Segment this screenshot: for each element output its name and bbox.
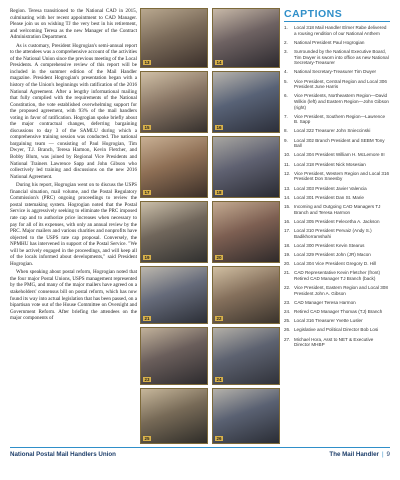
caption-text: Retired CAD Manager Thomas (TJ) Branch — [294, 309, 383, 315]
caption-item — [284, 252, 390, 258]
caption-text: Vice President, Southern Region—Lawrence B. Sapp — [294, 113, 386, 125]
caption-item — [284, 114, 390, 125]
caption-item — [284, 128, 390, 134]
photo-number: 18 — [216, 190, 222, 195]
caption-text: Vice Presidents, Northeastern Region—David Wilkin (left) and Eastern Region—John Gibson (right) — [294, 93, 389, 110]
caption-text: Local 316 Treasurer Yvette Lusler — [294, 318, 363, 324]
caption-item — [284, 152, 390, 158]
caption-number: 25. — [284, 318, 291, 324]
article-paragraph: During his report, Hogrogian went on to discuss the USPS financial situation, mail volume, and the Postal Regulatory Commission's (PRC) ongoing proceedings to review the postal ratemaking system. Hogrogian noted that the Postal Service is aggressively seeking to eliminate the PRC imposed rate cap and to authorize price increases when necessary to pay for all of its expenses, with only an annual review by the PRC. Major mailers and various charities and nonprofits have objected to the USPS rate cap proposal. Conversely, the NPMHU has intervened in support of the Postal Service. "We will be actively engaged in the proceedings, and will keep all of the locals informed about developments," said President Hogrogian. — [10, 182, 137, 267]
caption-item — [284, 40, 390, 46]
caption-number: 20. — [284, 261, 291, 267]
caption-number: 26. — [284, 327, 291, 333]
photo-number: 16 — [216, 125, 222, 130]
caption-number: 19. — [284, 251, 291, 257]
caption-text: Local 318 President Nick Mosesian — [294, 161, 366, 167]
caption-text: Vice President, Western Region and Local 316 President Don Sneesby — [294, 170, 390, 182]
caption-text: Local 300 President Kevin Stearus — [294, 242, 365, 248]
caption-number: 8. — [284, 128, 288, 134]
footer-divider — [10, 447, 390, 448]
caption-number: 18. — [284, 242, 291, 248]
page-number: 9 — [386, 451, 390, 458]
footer-magazine: The Mail Handler — [329, 451, 379, 458]
caption-item — [284, 219, 390, 225]
caption-item — [284, 162, 390, 168]
caption-number: 12. — [284, 170, 291, 176]
caption-text: Local 304 Vice President Gregory D. Hill — [294, 261, 377, 267]
caption-number: 6. — [284, 93, 288, 99]
article-paragraph: As is customary, President Hogrogian's semi-annual report to the attendees was a comprehensive account of the activities of the National Union since the previous meeting of the Local Presidents. A comprehensive review of this report will be included in the summer edition of the Mail Handler magazine. President Hogrogian's presentation began with a history of the Union's beginnings with ratification of the 2016 National Agreement. After a lengthy informational mailing that fully complied with the requirements of the National Constitution, the vote established overwhelming support for the proposed agreement, with 93% of the mail handlers voting in favor of ratification. Hogrogian spoke briefly about the major contractual changes, deferring bargaining discussions to day 3 of the SAMLU during which a comprehensive training session was conducted. The national bargaining team — consisting of Paul Hogrogian, Tim Dwyer, T.J. Branch, Teresa Harmon, Kevin Fletcher, and Bobby Blum, was joined by Regional Vice Presidents and National Trainers Lawrence Sapp and John Gibson who collectively led training and discussions on the new 2016 National Agreement. — [10, 42, 137, 180]
caption-number: 27. — [284, 336, 291, 342]
photo-number: 26 — [216, 436, 222, 441]
caption-text: Local 322 Treasurer John Snieccinski — [294, 128, 371, 134]
caption-text: National President Paul Hogrogian — [294, 39, 365, 45]
caption-number: 14. — [284, 194, 291, 200]
footer-publication: National Postal Mail Handlers Union — [10, 451, 116, 458]
event-photo — [140, 136, 208, 198]
caption-number: 2. — [284, 39, 288, 45]
caption-number: 22. — [284, 285, 291, 291]
event-photo — [140, 71, 208, 133]
caption-item — [284, 285, 390, 296]
caption-number: 9. — [284, 137, 288, 143]
caption-item — [284, 138, 390, 149]
caption-text: CAD Manager Teresa Harmon — [294, 299, 356, 305]
photo-number: 25 — [144, 436, 150, 441]
caption-text: Local 329 President John (JR) Macon — [294, 251, 371, 257]
event-photo — [212, 388, 280, 444]
caption-item — [284, 204, 390, 215]
photo-number: 15 — [144, 125, 150, 130]
event-photo — [140, 201, 208, 263]
event-photo — [140, 327, 208, 385]
caption-text: Local 305 President Felecetha A. Jackson — [294, 218, 380, 224]
caption-text: National Secretary-Treasurer Tim Dwyer — [294, 69, 377, 75]
event-photo — [212, 201, 280, 263]
caption-item — [284, 309, 390, 315]
footer-separator: | — [381, 451, 384, 458]
photo-number: 24 — [216, 377, 222, 382]
captions-panel — [284, 8, 390, 351]
event-photo — [212, 8, 280, 68]
caption-text: Local 318 Mail Handler Elmer Rabe delivered a rousing rendition of our National Anthem — [294, 25, 387, 36]
caption-item — [284, 327, 390, 333]
caption-text: Local 310 President Pervaiz (Andy S.) Badikhorramshahi — [294, 227, 372, 239]
photo-number: 13 — [144, 60, 150, 65]
caption-number: 15. — [284, 203, 291, 209]
caption-number: 11. — [284, 161, 291, 167]
caption-number: 5. — [284, 78, 288, 84]
caption-item — [284, 228, 390, 239]
caption-number: 17. — [284, 227, 291, 233]
photo-number: 14 — [216, 60, 222, 65]
caption-item — [284, 69, 390, 75]
photo-number: 23 — [144, 377, 150, 382]
article-paragraph: Region. Teresa transitioned to the National CAD in 2015, culminating with her recent appointment to CAD Manager. Please join us on wishing TJ the very best in his retirement, and welcoming Teresa as the new Manager of the Contract Administration Department. — [10, 8, 137, 41]
caption-number: 23. — [284, 299, 291, 305]
caption-text: Local 303 President Javier Valencia — [294, 185, 367, 191]
event-photo — [212, 71, 280, 133]
caption-item — [284, 270, 390, 281]
caption-text: Local 302 Branch President and SEBM Tony Ball — [294, 137, 385, 149]
event-photo — [140, 388, 208, 444]
event-photo — [212, 136, 280, 198]
event-photo — [140, 266, 208, 324]
caption-item — [284, 93, 390, 110]
caption-text: Vice President, Eastern Region and Local 308 President John A. Gibson — [294, 285, 388, 296]
photo-grid — [140, 8, 280, 444]
caption-number: 21. — [284, 270, 291, 276]
caption-text: Local 301 President Dan St. Marie — [294, 194, 364, 200]
caption-text: CAD Representative Kevin Fletcher (front) Retired CAD Manager TJ Branch (back) — [294, 270, 381, 281]
caption-number: 24. — [284, 309, 291, 315]
caption-text: Vice President, Central Region and Local 306 President June Harris — [294, 78, 387, 90]
caption-number: 10. — [284, 152, 291, 158]
caption-item — [284, 186, 390, 192]
caption-text: Legislative and Political Director Bob Losi — [294, 327, 379, 333]
caption-item — [284, 243, 390, 249]
caption-item — [284, 318, 390, 324]
caption-text: Local 304 President William H. McLemore III — [294, 152, 385, 158]
caption-number: 1. — [284, 25, 288, 30]
captions-title: CAPTIONS — [284, 8, 390, 22]
caption-item — [284, 171, 390, 182]
caption-number: 16. — [284, 218, 291, 224]
page-footer — [0, 447, 400, 480]
caption-text: Incoming and Outgoing CAD Managers TJ Branch and Teresa Harmon — [294, 203, 381, 215]
caption-number: 7. — [284, 113, 288, 119]
caption-item — [284, 49, 390, 66]
caption-number: 4. — [284, 69, 288, 75]
caption-text: Michael Hora, Asst to NET & Executive Director MHBP — [294, 336, 374, 348]
caption-item — [284, 195, 390, 201]
footer-page-info — [329, 451, 390, 458]
caption-text: Surrounded by the National Executive Board, Tim Dwyer is sworn into office as new National Secretary-Treasurer — [294, 48, 389, 66]
photo-number: 20 — [216, 255, 222, 260]
photo-number: 17 — [144, 190, 150, 195]
caption-number: 13. — [284, 185, 291, 191]
captions-list — [284, 25, 390, 348]
photo-number: 22 — [216, 316, 222, 321]
caption-item — [284, 261, 390, 267]
event-photo — [212, 327, 280, 385]
caption-item — [284, 79, 390, 90]
event-photo — [212, 266, 280, 324]
photo-number: 21 — [144, 316, 150, 321]
caption-item — [284, 300, 390, 306]
article-paragraph: When speaking about postal reform, Hogrogian noted that the four major Postal Unions, USPS management represented by the PMG, and many of the major mailers have agreed on a stakeholders' consensus bill on postal reform, which has now found its way into actual legislation that has been passed, on a bipartisan vote out of the House Committee on Oversight and Government Reform. After briefing the attendees on the major components of — [10, 269, 137, 322]
photo-number: 19 — [144, 255, 150, 260]
caption-item — [284, 25, 390, 36]
article-body — [10, 8, 137, 324]
event-photo — [140, 8, 208, 68]
caption-number: 3. — [284, 48, 288, 54]
caption-item — [284, 337, 390, 348]
